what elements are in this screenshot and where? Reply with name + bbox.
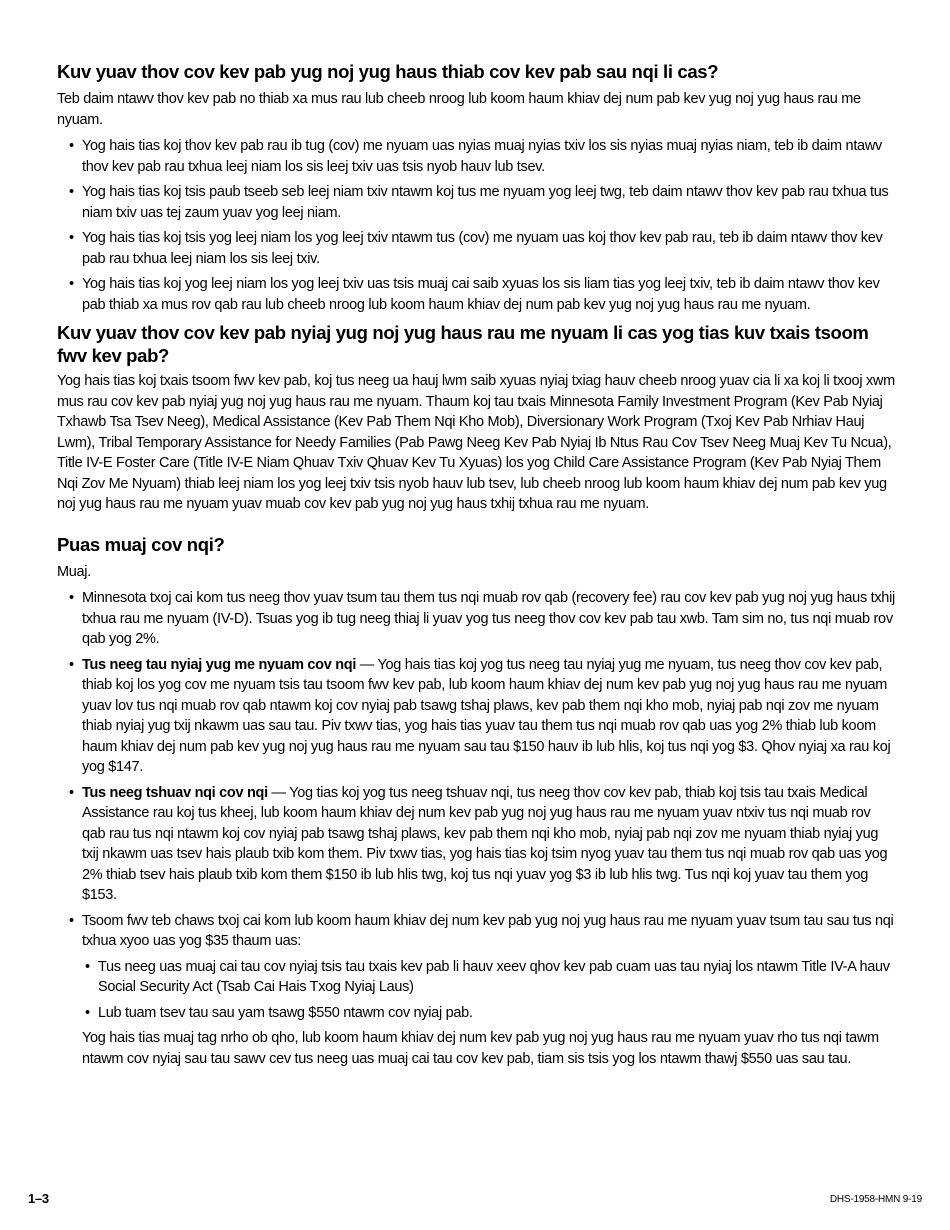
list-item: • Lub tuam tsev tau sau yam tsawg $550 ntawm cov nyiaj pab. [57, 1003, 895, 1024]
section-heading-how-to-apply: Kuv yuav thov cov kev pab yug noj yug haus thiab cov kev pab sau nqi li cas? [57, 61, 719, 82]
fees-closing-paragraph: Yog hais tias muaj tag nrho ob qho, lub koom haum khiav dej num kev pab yug noj yug haus rau me nyuam yuav rho tus nqi tawm ntawm cov nyiaj sau tau sawv cev tus neeg uas muaj cai tau cov kev pab, tiam sis tsis yog los ntawm thawj $550 uas sau tau. [82, 1030, 879, 1067]
apply-bullet-list [57, 136, 895, 315]
list-item-lead: Tus neeg tshuav nqi cov nqi [82, 784, 268, 801]
list-item: • Yog hais tias koj tsis paub tseeb seb leej niam txiv ntawm koj tus me nyuam yog leej twg, teb daim ntawv thov kev pab rau txhua tus niam txiv uas tej zaum yuav yog leej niam. [57, 182, 895, 223]
list-item: • Minnesota txoj cai kom tus neeg thov yuav tsum tau them tus nqi muab rov qab (recovery fee) rau cov kev pab yug noj yug haus txhij txhua rau me nyuam (IV-D). Tsuas yog ib tug neeg thiaj li yuav yog tus neeg thov cov kev pab tau xwb. Tam sim no, tus nqi muab rov qab yog 2%. [57, 588, 895, 650]
list-item: • Yog hais tias koj thov kev pab rau ib tug (cov) me nyuam uas nyias muaj nyias txiv los sis nyias muaj nyias niam, teb ib daim ntawv thov kev pab rau txhua leej niam los sis leej txiv uas tsis nyob hauv lub tsev. [57, 136, 895, 177]
list-item: • Tsoom fwv teb chaws txoj cai kom lub koom haum khiav dej num kev pab yug noj yug haus rau me nyuam yuav tsum tau sau tus nqi txhua xyoo uas yog $35 thaum uas: [57, 911, 895, 952]
form-id: DHS-1958-HMN 9-19 [829, 1194, 922, 1205]
list-item-text: — Yog tias koj yog tus neeg tshuav nqi, tus neeg thov cov kev pab, thiab koj tsis tau txais Medical Assistance rau koj tus kheej, lub koom haum khiav dej num kev pab yug noj yug haus rau me nyuam yuav ntxiv tus nqi muab rov qab rau tus nqi ntawm koj cov nyiaj pab tsawg tshaj plaws, kev pab them nqi kho mob, nyiaj pab nqi zov me nyuam thiab nyiaj yug txij nkawm uas tsev hais plaub txib kom them. Piv txwv tias, yog hais tias koj tsim nyog yuav tau them tus nqi muab rov qab uas yog 2% thiab tsev hais plaub txib kom them $150 ib lub hlis twg, koj tus nqi yuav yog $3 ib lub hlis twg. Tus nqi koj yuav tau them yog $153. [82, 784, 888, 903]
page-number: 1–3 [28, 1191, 49, 1206]
list-item: • Tus neeg uas muaj cai tau cov nyiaj tsis tau txais kev pab li hauv xeev qhov kev pab cuam uas tau nyiaj los ntawm Title IV-A hauv Social Security Act (Tsab Cai Hais Txog Nyiaj Laus) [57, 957, 895, 998]
section-intro: Teb daim ntawv thov kev pab no thiab xa mus rau lub cheeb nroog lub koom haum khiav dej num pab kev yug noj yug haus rau me nyuam. [57, 91, 861, 128]
list-item-lead: Tus neeg tau nyiaj yug me nyuam cov nqi [82, 656, 357, 673]
section-heading-public-assistance: Kuv yuav thov cov kev pab nyiaj yug noj yug haus rau me nyuam li cas yog tias kuv txais tsoom fwv kev pab? [57, 322, 869, 366]
document-page [57, 60, 895, 1075]
list-item-text: — Yog hais tias koj yog tus neeg tau nyiaj yug me nyuam, tus neeg thov cov kev pab, thiab koj los yog cov me nyuam tsis tau tsoom fwv kev pab, lub koom haum khiav dej num kev pab yug noj yug haus rau me nyuam yuav lov tus nqi muab rov qab ntawm koj cov nyiaj pab tsawg tshaj plaws, kev pab them nqi kho mob, nyiaj pab nqi zov me nyuam thiab nyiaj yug txij nkawm uas sau tau. Piv txwv tias, yog hais tias yuav tau them tus nqi muab rov qab uas yog 2% thiab lub koom haum khiav dej num pab kev yug noj yug haus rau me nyuam sau tau $150 hauv ib lub hlis, koj tus nqi yog $3. Qhov nyiaj xa rau koj yog $147. [82, 656, 891, 775]
fees-bullet-list [57, 588, 895, 952]
list-item: • Yog hais tias koj yog leej niam los yog leej txiv uas tsis muaj cai saib xyuas los sis liam tias yog leej txiv, teb ib daim ntawv thov kev pab thiab xa mus rov qab rau lub cheeb nroog lub koom haum khiav dej num pab kev yug noj yug haus rau me nyuam. [57, 274, 895, 315]
list-item [57, 783, 895, 906]
public-assistance-paragraph: Yog hais tias koj txais tsoom fwv kev pab, koj tus neeg ua hauj lwm saib xyuas nyiaj txiag hauv cheeb nroog yuav cia li xa koj li txooj xwm mus rau cov kev pab nyiaj yug noj yug haus rau me nyuam. Thaum koj tau txais Minnesota Family Investment Program (Kev Pab Nyiaj Txhawb Tsa Tsev Neeg), Medical Assistance (Kev Pab Them Nqi Kho Mob), Diversionary Work Program (Txoj Kev Pab Nrhiav Hauj Lwm), Tribal Temporary Assistance for Needy Families (Pab Pawg Neeg Kev Pab Nyiaj Ib Ntus Rau Cov Tsev Neeg Muaj Kev Tu Ncua), Title IV-E Foster Care (Title IV-E Niam Qhuav Txiv Qhuav Kev Tu Xyuas) los yog Child Care Assistance Program (Kev Pab Nyiaj Them Nqi Zov Me Nyuam) thiab leej niam los yog leej txiv tsis nyob hauv lub tsev, lub cheeb nroog lub koom haum khiav dej num pab kev yug noj yug haus rau me nyuam yuav muab cov kev pab yug noj yug haus txhij txhua rau me nyuam. [57, 373, 895, 512]
fees-answer: Muaj. [57, 563, 91, 580]
list-item [57, 655, 895, 778]
list-item: • Yog hais tias koj tsis yog leej niam los yog leej txiv ntawm tus (cov) me nyuam uas koj thov kev pab rau, teb ib daim ntawv thov kev pab rau txhua leej niam los sis leej txiv. [57, 228, 895, 269]
fees-sub-bullet-list [57, 957, 895, 1024]
section-heading-fees: Puas muaj cov nqi? [57, 533, 225, 555]
